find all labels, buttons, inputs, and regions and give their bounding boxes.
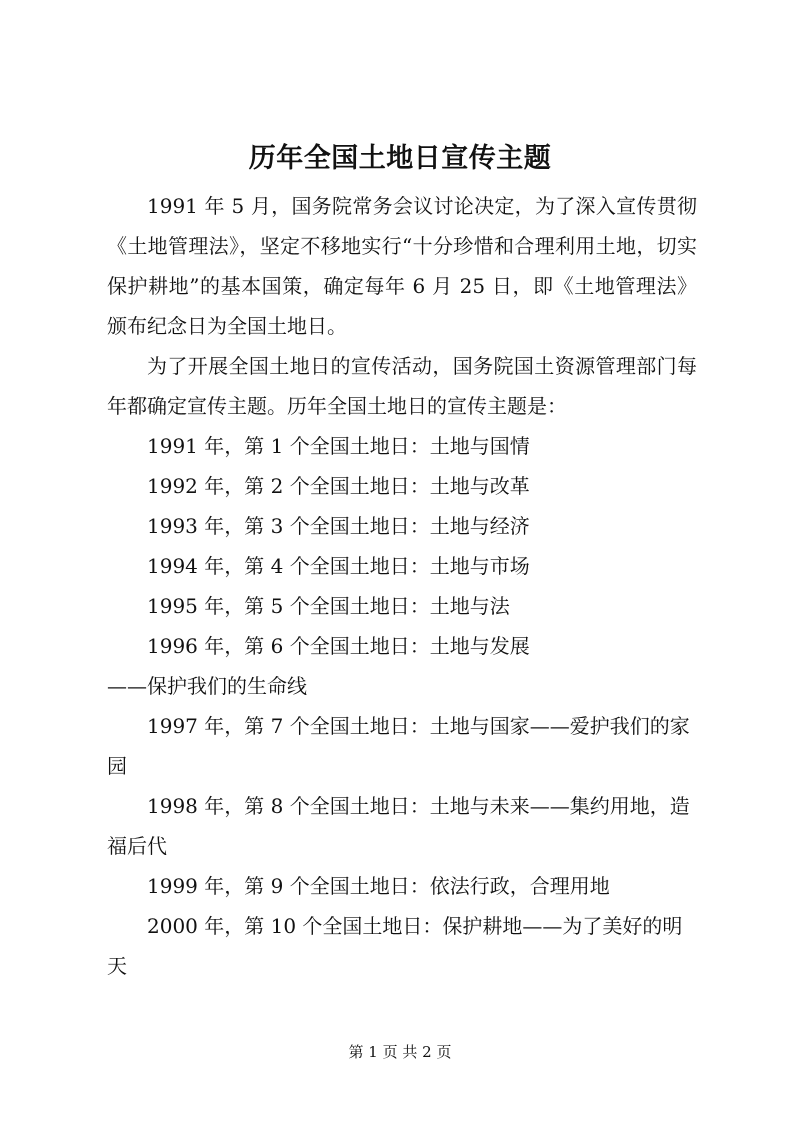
page-footer: 第 1 页 共 2 页 xyxy=(348,1043,452,1061)
theme-line-1996-continuation: ——保护我们的生命线 xyxy=(107,674,307,698)
theme-line-2000: 2000 年，第 10 个全国土地日：保护耕地——为了美好的明天 xyxy=(107,914,683,978)
theme-line-1994: 1994 年，第 4 个全国土地日：土地与市场 xyxy=(147,554,530,578)
intro-paragraph: 1991 年 5 月，国务院常务会议讨论决定，为了深入宣传贯彻《土地管理法》，坚定不移地实行“十分珍惜和合理利用土地，切实保护耕地”的基本国策，确定每年 6 月 25 日，即《土地管理法》颁布纪念日为全国土地日。 xyxy=(107,194,697,338)
theme-line-1997: 1997 年，第 7 个全国土地日：土地与国家——爱护我们的家园 xyxy=(107,714,690,778)
themes-intro-paragraph: 为了开展全国土地日的宣传活动，国务院国土资源管理部门每年都确定宣传主题。历年全国土地日的宣传主题是： xyxy=(107,354,697,418)
document-body xyxy=(107,186,697,986)
theme-line-1996: 1996 年，第 6 个全国土地日：土地与发展 xyxy=(147,634,530,658)
theme-line-1992: 1992 年，第 2 个全国土地日：土地与改革 xyxy=(147,474,530,498)
theme-line-1995: 1995 年，第 5 个全国土地日：土地与法 xyxy=(147,594,510,618)
theme-line-1999: 1999 年，第 9 个全国土地日：依法行政，合理用地 xyxy=(147,874,610,898)
theme-line-1993: 1993 年，第 3 个全国土地日：土地与经济 xyxy=(147,514,530,538)
theme-line-1998: 1998 年，第 8 个全国土地日：土地与未来——集约用地，造福后代 xyxy=(107,794,690,858)
theme-line-1991: 1991 年，第 1 个全国土地日：土地与国情 xyxy=(147,434,530,458)
document-title: 历年全国土地日宣传主题 xyxy=(248,143,552,174)
